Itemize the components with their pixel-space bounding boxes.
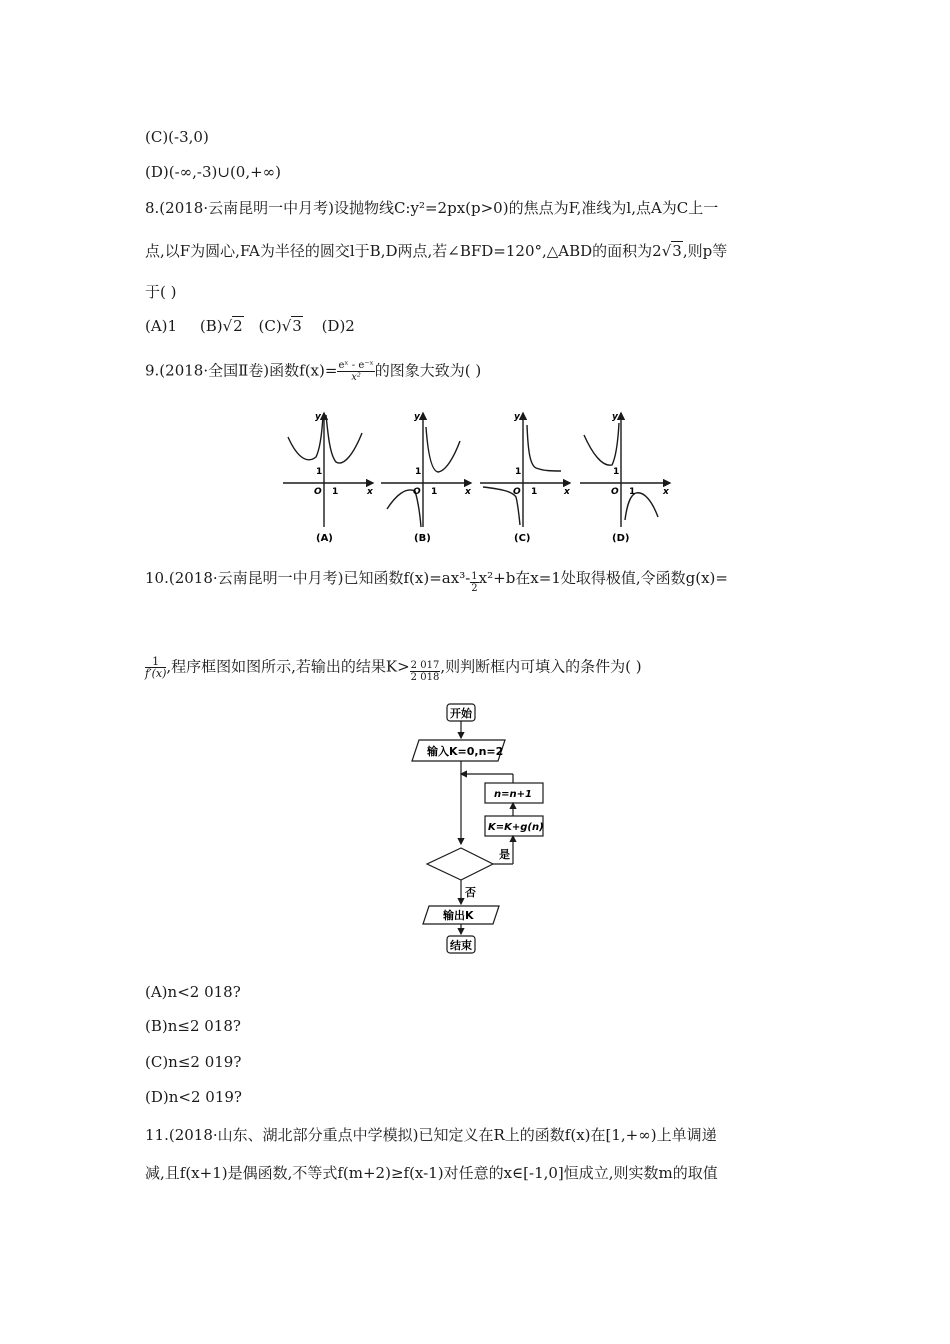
flow-yes-label: 是 (499, 848, 510, 861)
q8-option-d: (D)2 (321, 317, 355, 335)
flow-input-label: 输入K=0,n=2 (427, 745, 504, 758)
graph-c (480, 413, 570, 527)
graph-c-x: x (564, 487, 570, 497)
sqrt-3: √3 (661, 242, 682, 260)
graph-b (381, 413, 471, 527)
flow-n-label: n=n+1 (494, 789, 532, 800)
graph-d (580, 413, 670, 527)
graph-d-y: y (612, 412, 618, 422)
graph-b-one: 1 (415, 467, 422, 477)
graph-b-x: x (465, 487, 471, 497)
q9-graphs-figure (278, 405, 678, 550)
q8-option-b: (B)√2 (199, 317, 243, 335)
q8-option-c: (C)√3 (258, 317, 302, 335)
q10-line-2 (145, 656, 642, 683)
q9-fraction: $\frac{\text{eˣ - e⁻ˣ}}{\text{x²}}$ (338, 360, 374, 383)
q8-line-2-end: ,则p等 (682, 242, 728, 260)
q10-line-2-text: ,程序框图如图所示,若输出的结果K> (166, 657, 410, 676)
option-c-previous: (C)(-3,0) (145, 128, 209, 146)
q10-g-fraction: $\frac{1}{f'(x)}$ (145, 655, 167, 680)
q10-option-d: (D)n<2 019? (145, 1088, 242, 1106)
graph-d-caption: (D) (612, 533, 630, 544)
flow-output-label: 输出K (443, 909, 474, 922)
q10-line-1-end: x²+b在x=1处取得极值,令函数g(x)= (478, 569, 728, 587)
graph-d-x: x (663, 487, 669, 497)
q10-line-2-end: ,则判断框内可填入的条件为( ) (440, 657, 642, 676)
flow-start-label: 开始 (450, 707, 472, 720)
q9-prefix: 9.(2018·全国Ⅱ卷)函数f(x)= (145, 361, 338, 380)
flowchart-svg (405, 698, 575, 960)
graph-a-y: y (315, 412, 321, 422)
graph-b-caption: (B) (414, 533, 431, 544)
flow-no-label: 否 (465, 886, 476, 899)
graph-c-x-one: 1 (531, 487, 538, 497)
graph-c-caption: (C) (514, 533, 531, 544)
graph-b-x-one: 1 (431, 487, 438, 497)
option-d-previous: (D)(-∞,-3)∪(0,+∞) (145, 163, 282, 181)
graph-a-caption: (A) (316, 533, 333, 544)
q11-line-1: 11.(2018·山东、湖北部分重点中学模拟)已知定义在R上的函数f(x)在[1,+∞)上单调递 (145, 1126, 717, 1144)
graph-a-origin: O (314, 487, 322, 497)
graph-d-origin: O (611, 487, 619, 497)
graph-b-y: y (414, 412, 420, 422)
q8-line-1: 8.(2018·云南昆明一中月考)设抛物线C:y²=2px(p>0)的焦点为F,准线为l,点A为C上一 (145, 199, 719, 217)
q10-line-1 (145, 568, 728, 594)
q8-line-2 (145, 241, 727, 261)
q9-suffix: 的图象大致为( ) (374, 361, 482, 380)
graph-a-one: 1 (316, 467, 323, 477)
q9-line (145, 360, 481, 383)
graph-d-one: 1 (613, 467, 620, 477)
graph-a-x: x (367, 487, 373, 497)
flow-decision-box (427, 848, 493, 880)
q11-line-2: 减,且f(x+1)是偶函数,不等式f(m+2)≥f(x-1)对任意的x∈[-1,0]恒成立,则实数m的取值 (145, 1164, 718, 1182)
graph-d-x-one: 1 (629, 487, 636, 497)
graph-a-x-one: 1 (332, 487, 339, 497)
q10-option-b: (B)n≤2 018? (145, 1017, 241, 1035)
q8-option-a: (A)1 (145, 317, 178, 335)
q8-options (145, 316, 355, 336)
q9-graphs-svg (278, 405, 678, 550)
graph-b-origin: O (413, 487, 421, 497)
flow-k-label: K=K+g(n) (488, 822, 544, 833)
flowchart-figure (405, 698, 575, 960)
q10-line-1-text: 10.(2018·云南昆明一中月考)已知函数f(x)=ax³- (145, 569, 471, 587)
graph-c-origin: O (513, 487, 521, 497)
q10-half-fraction: $\frac{1}{2}$ (471, 571, 478, 594)
q10-k-fraction: $\frac{2 017}{2 018}$ (410, 659, 440, 683)
q10-option-c: (C)n≤2 019? (145, 1053, 242, 1071)
graph-c-y: y (514, 412, 520, 422)
graph-c-one: 1 (515, 467, 522, 477)
q8-line-3: 于( ) (145, 283, 177, 301)
q10-option-a: (A)n<2 018? (145, 983, 241, 1001)
q8-line-2-text: 点,以F为圆心,FA为半径的圆交l于B,D两点,若∠BFD=120°,△ABD的面积为2 (145, 242, 662, 260)
flow-end-label: 结束 (450, 939, 472, 952)
graph-a (283, 413, 373, 527)
